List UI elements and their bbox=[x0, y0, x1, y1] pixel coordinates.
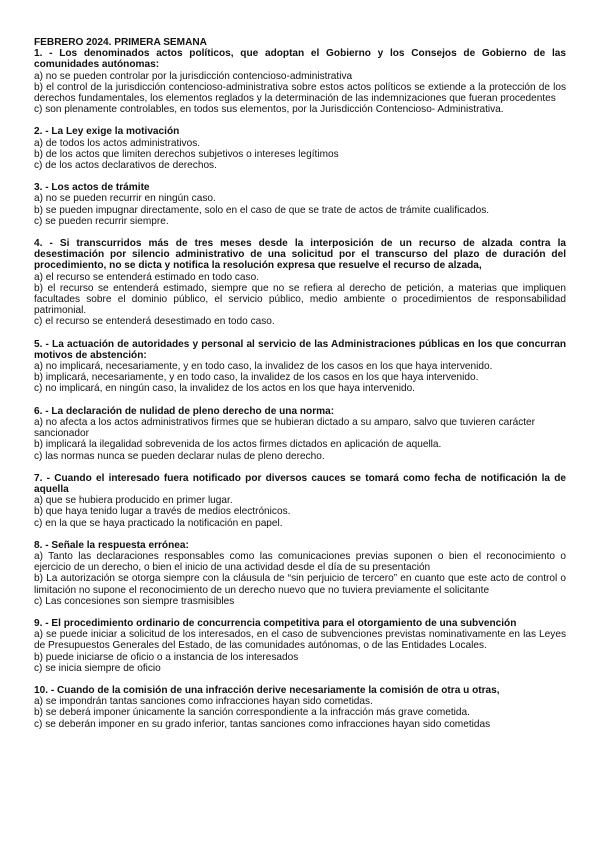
option-c: c) se inicia siempre de oficio bbox=[34, 662, 161, 674]
option-a: a) no afecta a los actos administrativos firmes que se hubieran dictado a su amparo, salvo que tuvieren carácter sancionador bbox=[34, 416, 536, 440]
option-b: b) La autorización se otorga siempre con la cláusula de “sin perjuicio de tercero” en cuanto que este acto de control o limitación no supone el reconocimiento de un derecho nuevo que no tuviera previamente el solicitante bbox=[34, 573, 566, 596]
option-b: b) el recurso se entenderá estimado, siempre que no se refiera al derecho de petición, a materias que impliquen facultades sobre el dominio público, el servicio público, medio ambiente o procedimientos de responsabilidad patrimonial. bbox=[34, 282, 566, 317]
exam-header: FEBRERO 2024. PRIMERA SEMANA bbox=[34, 37, 207, 48]
option-b: b) implicará, necesariamente, y en todo caso, la invalidez de los casos en los que haya intervenido. bbox=[34, 372, 479, 384]
option-c: c) de los actos declarativos de derechos. bbox=[34, 160, 217, 172]
question-6 bbox=[34, 406, 566, 462]
question-9 bbox=[34, 618, 566, 674]
option-a: a) de todos los actos administrativos. bbox=[34, 137, 201, 149]
question-4 bbox=[34, 238, 566, 328]
question-7 bbox=[34, 473, 566, 529]
question-title: 8. - Señale la respuesta errónea: bbox=[34, 539, 189, 551]
option-a: a) que se hubiera producido en primer lugar. bbox=[34, 495, 233, 507]
question-title: 7. - Cuando el interesado fuera notificado por diversos cauces se tomará como fecha de notificación la de aquella bbox=[34, 472, 566, 495]
option-a: a) se puede iniciar a solicitud de los interesados, en el caso de subvenciones previstas nominativamente en las Leyes de Presupuestos Generales del Estado, de las comunidades autónomas, o de las Entidades Locales. bbox=[34, 629, 566, 652]
question-5 bbox=[34, 339, 566, 395]
option-b: b) de los actos que limiten derechos subjetivos o intereses legítimos bbox=[34, 148, 339, 160]
option-a: a) Tanto las declaraciones responsables como las comunicaciones previas suponen o bien el reconocimiento o ejercicio de un derecho, o bien el inicio de una actividad desde el día de su presentación bbox=[34, 550, 566, 574]
option-b: b) se pueden impugnar directamente, solo en el caso de que se trate de actos de trámite cualificados. bbox=[34, 204, 490, 216]
option-b: b) se deberá imponer únicamente la sanción correspondiente a la infracción más grave cometida. bbox=[34, 707, 470, 719]
option-a: a) no se pueden controlar por la jurisdicción contencioso-administrativa bbox=[34, 70, 353, 82]
option-c: c) se pueden recurrir siempre. bbox=[34, 215, 169, 227]
option-c: c) no implicará, en ningún caso, la invalidez de los actos en los que haya intervenido. bbox=[34, 383, 415, 395]
option-b: b) que haya tenido lugar a través de medios electrónicos. bbox=[34, 506, 291, 518]
option-c: c) las normas nunca se pueden declarar nulas de pleno derecho. bbox=[34, 450, 325, 462]
question-10 bbox=[34, 685, 566, 730]
question-title: 5. - La actuación de autoridades y personal al servicio de las Administraciones públicas en los que concurran motivos de abstención: bbox=[34, 338, 566, 361]
option-b: b) el control de la jurisdicción contencioso-administrativa sobre estos actos políticos se extiende a la protección de los derechos fundamentales, los elementos reglados y la determinación de las indemnizaciones que fueran procedentes bbox=[34, 81, 566, 105]
option-c: c) son plenamente controlables, en todos sus elementos, por la Jurisdicción Contencioso- Administrativa. bbox=[34, 104, 504, 116]
option-c: c) en la que se haya practicado la notificación en papel. bbox=[34, 517, 283, 529]
question-title: 4. - Si transcurridos más de tres meses desde la interposición de un recurso de alzada contra la desestimación por silencio administrativo de una solicitud por el transcurso del plazo de duración del procedimiento, no se dicta y notifica la resolución expresa que resuelve el recurso de alzada, bbox=[34, 238, 566, 272]
option-a: a) el recurso se entenderá estimado en todo caso. bbox=[34, 271, 259, 283]
option-c: c) Las concesiones son siempre trasmisibles bbox=[34, 595, 235, 607]
question-title: 2. - La Ley exige la motivación bbox=[34, 126, 180, 138]
question-title: 10. - Cuando de la comisión de una infracción derive necesariamente la comisión de otra u otras, bbox=[34, 684, 500, 696]
question-8 bbox=[34, 540, 566, 607]
option-b: b) implicará la ilegalidad sobrevenida de los actos firmes dictados en aplicación de aquella. bbox=[34, 439, 442, 451]
question-1 bbox=[34, 48, 566, 115]
question-title: 1. - Los denominados actos políticos, que adoptan el Gobierno y los Consejos de Gobierno de las comunidades autónomas: bbox=[34, 48, 566, 71]
question-2 bbox=[34, 126, 566, 171]
option-c: c) el recurso se entenderá desestimado en todo caso. bbox=[34, 316, 275, 328]
option-a: a) no se pueden recurrir en ningún caso. bbox=[34, 193, 216, 205]
option-a: a) se impondrán tantas sanciones como infracciones hayan sido cometidas. bbox=[34, 696, 373, 708]
question-title: 6. - La declaración de nulidad de pleno derecho de una norma: bbox=[34, 405, 335, 417]
question-title: 9. - El procedimiento ordinario de concurrencia competitiva para el otorgamiento de una subvención bbox=[34, 617, 517, 629]
option-a: a) no implicará, necesariamente, y en todo caso, la invalidez de los casos en los que haya intervenido. bbox=[34, 361, 493, 373]
question-title: 3. - Los actos de trámite bbox=[34, 182, 150, 194]
option-c: c) se deberán imponer en su grado inferior, tantas sanciones como infracciones hayan sido cometidas bbox=[34, 718, 491, 730]
question-3 bbox=[34, 182, 566, 227]
option-b: b) puede iniciarse de oficio o a instancia de los interesados bbox=[34, 651, 299, 663]
